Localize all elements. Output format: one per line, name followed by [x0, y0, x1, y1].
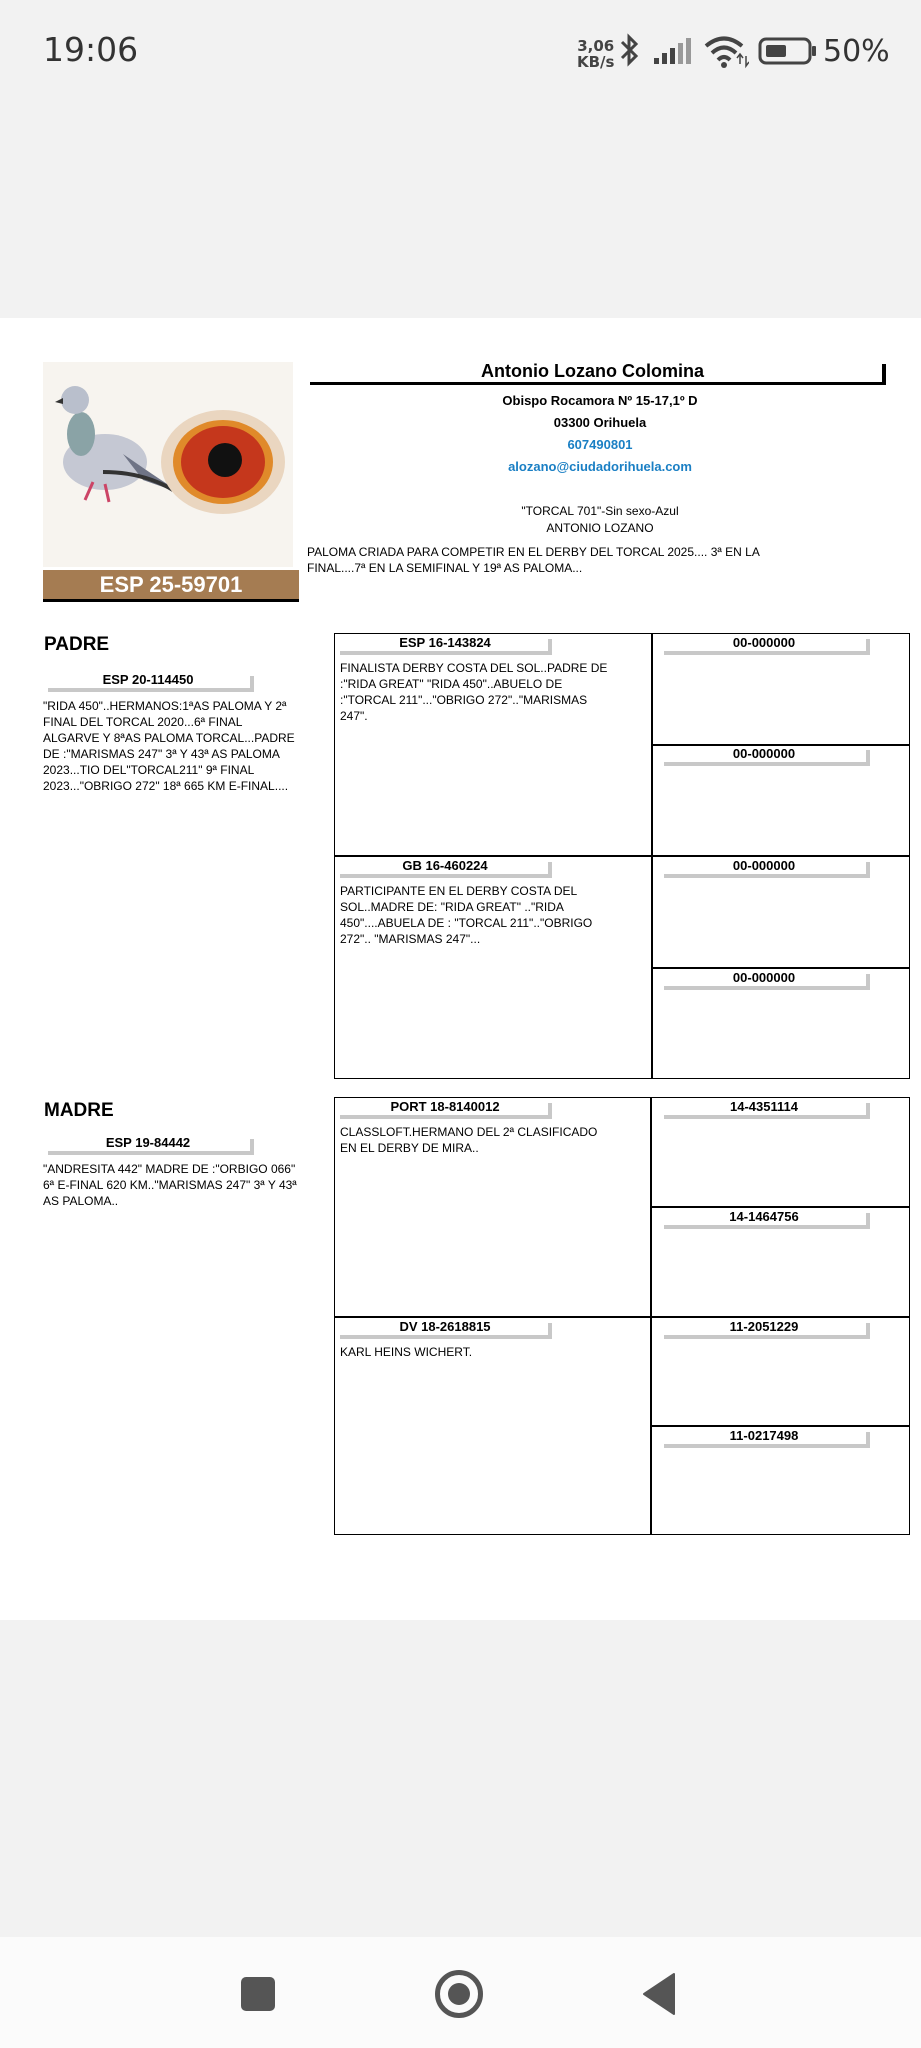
bird-name: "TORCAL 701"-Sin sexo-Azul [521, 504, 679, 518]
status-time: 19:06 [43, 30, 139, 69]
padre-granddam-underline-end [548, 862, 552, 877]
address-line1: Obispo Rocamora Nº 15-17,1º D [502, 393, 698, 408]
wifi-icon [703, 34, 749, 70]
madre-grid-divider-h3 [650, 1425, 910, 1427]
madre-great-3-underline-end [866, 1323, 870, 1338]
padre-title: PADRE [44, 634, 110, 655]
back-button[interactable] [640, 1972, 680, 2016]
recents-button[interactable] [241, 1977, 275, 2011]
madre-description: "ANDRESITA 442" MADRE DE :"ORBIGO 066" 6ª E-FINAL 620 KM.."MARISMAS 247" 3ª Y 43ª AS PALOMA.. [43, 1162, 297, 1208]
network-speed-value: 3,06 [577, 37, 615, 55]
madre-grid-divider-h [334, 1316, 910, 1318]
madre-ring-underline [48, 1151, 254, 1155]
network-speed [577, 38, 614, 70]
madre-great-3-underline [664, 1335, 870, 1339]
madre-great-1-underline [664, 1115, 870, 1119]
battery-icon [758, 36, 818, 66]
bluetooth-icon [617, 32, 641, 68]
padre-great-3-underline [664, 874, 870, 878]
padre-grandsire-underline [340, 651, 552, 655]
email-link[interactable]: alozano@ciudadorihuela.com [508, 459, 692, 474]
madre-granddam-underline-end [548, 1323, 552, 1338]
madre-grandsire-ring: PORT 18-8140012 [390, 1099, 500, 1114]
padre-great-4: 00-000000 [732, 970, 796, 985]
network-speed-unit: KB/s [577, 53, 615, 71]
padre-grid-divider-h3 [651, 967, 910, 969]
bird-description: PALOMA CRIADA PARA COMPETIR EN EL DERBY DEL TORCAL 2025.... 3ª EN LA FINAL....7ª EN LA SEMIFINAL Y 19ª AS PALOMA... [307, 545, 760, 575]
madre-grandsire-underline-end [548, 1103, 552, 1118]
madre-granddam-ring: DV 18-2618815 [399, 1319, 491, 1334]
padre-ring-underline-end [250, 676, 254, 691]
madre-great-1: 14-4351114 [730, 1099, 798, 1114]
address-line2: 03300 Orihuela [553, 415, 647, 430]
padre-great-2-underline-end [866, 750, 870, 765]
phone-link[interactable]: 607490801 [567, 437, 633, 452]
padre-great-4-underline-end [866, 974, 870, 989]
madre-granddam-underline [340, 1335, 552, 1339]
home-button-dot [448, 1983, 470, 2005]
battery-percent: 50% [823, 34, 890, 69]
padre-great-2: 00-000000 [732, 746, 796, 761]
padre-great-1-underline [664, 651, 870, 655]
pedigree-document[interactable] [0, 318, 921, 1620]
padre-grandsire-ring: ESP 16-143824 [399, 635, 491, 650]
pigeon-eye-image [43, 362, 293, 567]
padre-grid-divider-h [334, 855, 910, 857]
padre-great-2-underline [664, 762, 870, 766]
signal-icon [652, 38, 694, 66]
padre-ring-underline [48, 688, 254, 692]
madre-great-4-underline-end [866, 1432, 870, 1447]
bird-breeder: ANTONIO LOZANO [546, 521, 654, 535]
owner-underline-end [882, 364, 886, 385]
madre-great-3: 11-2051229 [729, 1319, 799, 1334]
padre-great-4-underline [664, 986, 870, 990]
madre-grid-divider-h2 [650, 1206, 910, 1208]
padre-great-1-underline-end [866, 639, 870, 654]
padre-grandsire-description: FINALISTA DERBY COSTA DEL SOL..PADRE DE :"RIDA GREAT" "RIDA 450"..ABUELO DE :"TORCAL 211"..."OBRIGO 272".."MARISMAS 247". [340, 661, 608, 723]
bird-ring-bar: ESP 25-59701 [43, 570, 299, 602]
padre-granddam-description: PARTICIPANTE EN EL DERBY COSTA DEL SOL..MADRE DE: "RIDA GREAT" .."RIDA 450"....ABUELA DE : "TORCAL 211".."OBRIGO 272".. "MARISMAS 247"... [340, 884, 593, 946]
madre-great-2-underline-end [866, 1213, 870, 1228]
madre-great-4: 11-0217498 [729, 1428, 799, 1443]
padre-great-1: 00-000000 [732, 635, 796, 650]
padre-grandsire-underline-end [548, 639, 552, 654]
madre-grandsire-underline [340, 1115, 552, 1119]
padre-description: "RIDA 450"..HERMANOS:1ªAS PALOMA Y 2ª FINAL DEL TORCAL 2020...6ª FINAL ALGARVE Y 8ªAS PALOMA TORCAL...PADRE DE :"MARISMAS 247" 3ª Y 43ª AS PALOMA 2023...TIO DEL"TORCAL211" 9ª FINAL 2023..."OBRIGO 272" 18ª 665 KM E-FINAL.... [43, 699, 295, 793]
madre-grandsire-description: CLASSLOFT.HERMANO DEL 2ª CLASIFICADO EN EL DERBY DE MIRA.. [340, 1125, 598, 1155]
madre-ring-underline-end [250, 1139, 254, 1154]
owner-underline [310, 382, 886, 385]
padre-great-3: 00-000000 [732, 858, 796, 873]
madre-great-2-underline [664, 1225, 870, 1229]
madre-great-4-underline [664, 1444, 870, 1448]
padre-granddam-underline [340, 874, 552, 878]
madre-ring: ESP 19-84442 [105, 1135, 191, 1150]
madre-great-1-underline-end [866, 1103, 870, 1118]
owner-name: Antonio Lozano Colomina [481, 361, 704, 381]
padre-ring: ESP 20-114450 [102, 672, 194, 687]
madre-granddam-description: KARL HEINS WICHERT. [340, 1345, 473, 1359]
madre-title: MADRE [44, 1100, 114, 1121]
padre-great-3-underline-end [866, 862, 870, 877]
madre-great-2: 14-1464756 [729, 1209, 799, 1224]
padre-granddam-ring: GB 16-460224 [402, 858, 488, 873]
